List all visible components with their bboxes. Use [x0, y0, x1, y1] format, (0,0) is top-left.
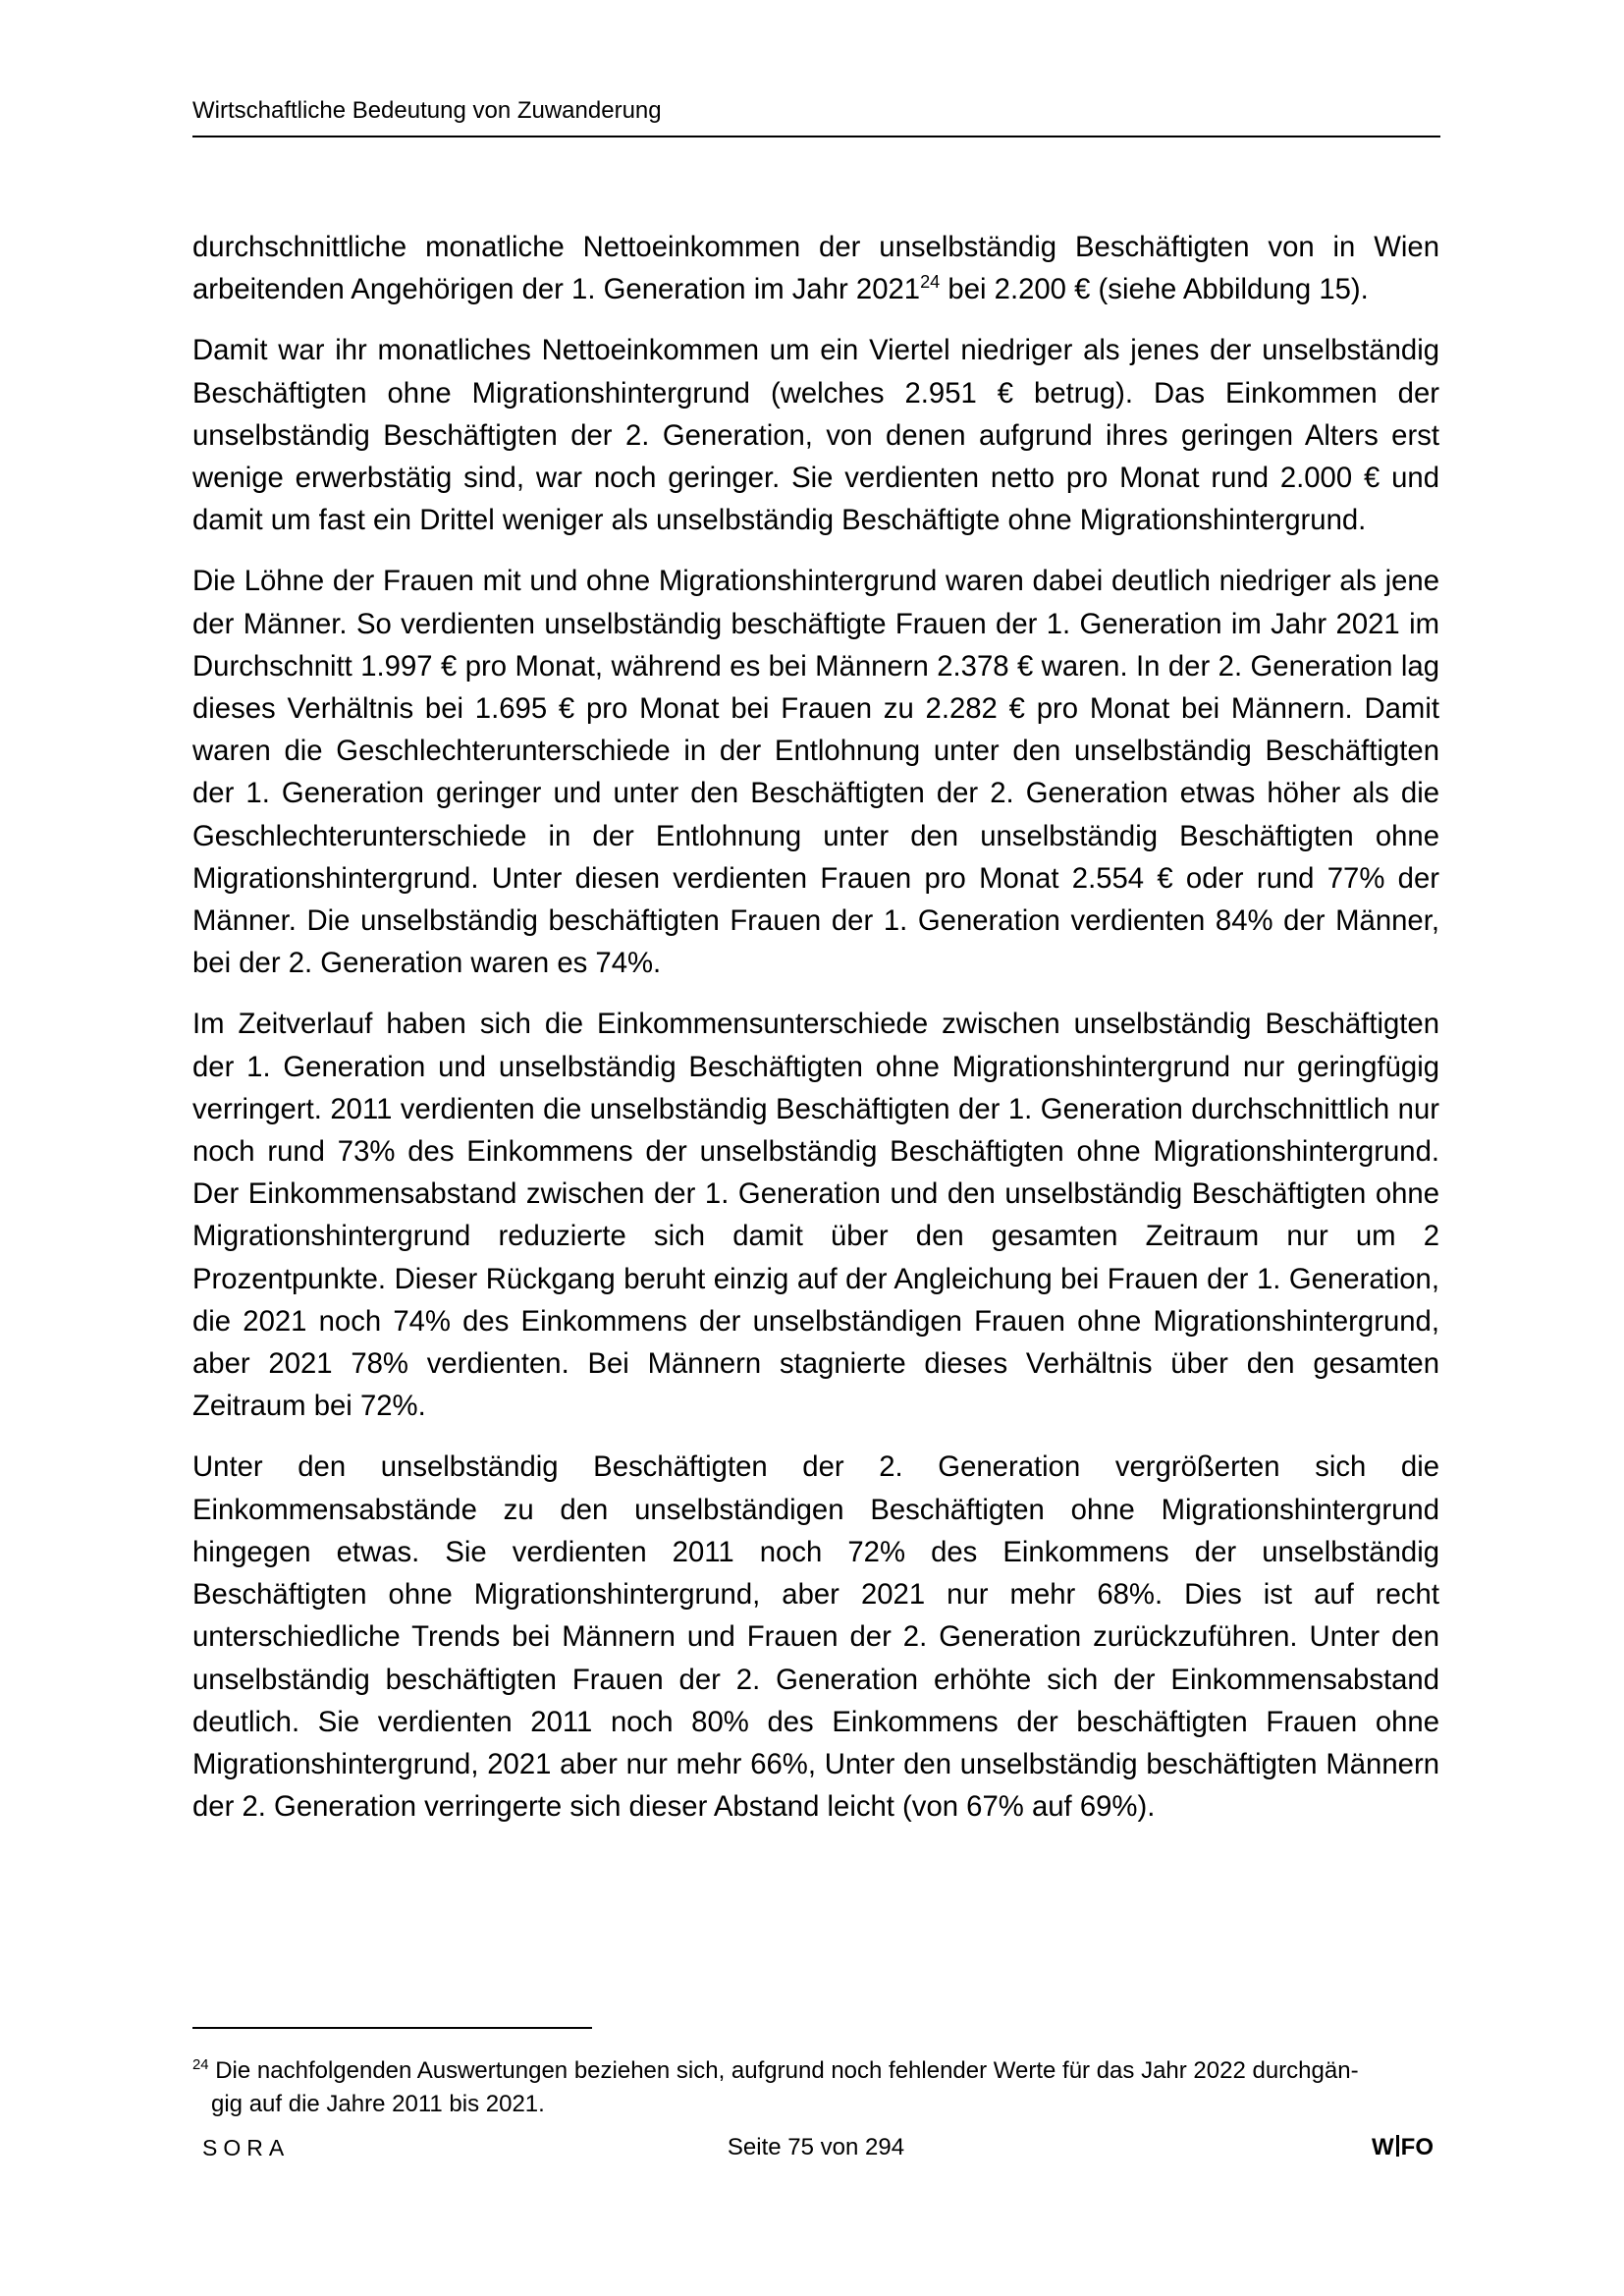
page-number: Seite 75 von 294: [727, 2134, 905, 2160]
running-header: Wirtschaftliche Bedeutung von Zuwanderung: [192, 97, 662, 124]
page-footer: [192, 2131, 1439, 2164]
paragraph-5: Unter den unselbständig Beschäftigten der 2. Generation vergrößerten sich die Einkommensabstände zu den unselbständigen Beschäftigten ohne Migrationshintergrund hingegen etwas. Sie verdienten 2011 noch 72% des Einkommens der unselbständig Beschäftigten ohne Migrationshintergrund, aber 2021 nur mehr 68%. Dies ist auf recht unterschiedliche Trends bei Männern und Frauen der 2. Generation zurückzuführen. Unter den unselbständig beschäftigten Frauen der 2. Generation erhöhte sich der Einkommensabstand deutlich. Sie verdienten 2011 noch 80% des Einkommens der beschäftigten Frauen ohne Migrationshintergrund, 2021 aber nur mehr 66%, Unter den unselbständig beschäftigten Männern der 2. Generation verringerte sich dieser Abstand leicht (von 67% auf 69%).: [192, 1450, 1439, 1824]
footnote-number: 24: [192, 2057, 209, 2073]
footnote-reference[interactable]: 24: [920, 272, 941, 293]
body-text: [192, 226, 1439, 1846]
sora-logo: SORA: [202, 2135, 291, 2160]
paragraph-1-text: durchschnittliche monatliche Nettoeinkommen der unselbständig Beschäftigten von in Wien arbeitenden Angehörigen der 1. Generation im Jahr 2021: [192, 231, 1439, 306]
footnote-divider: [192, 2027, 592, 2029]
wifo-logo: [1372, 2131, 1434, 2164]
footnote: [192, 2054, 1441, 2121]
paragraph-2: Damit war ihr monatliches Nettoeinkommen um ein Viertel niedriger als jenes der unselbständig Beschäftigten ohne Migrationshintergrund (welches 2.951 € betrug). Das Einkommen der unselbständig Beschäftigten der 2. Generation, von denen aufgrund ihres geringen Alters erst wenige erwerbstätig sind, war noch geringer. Sie verdienten netto pro Monat rund 2.000 € und damit um fast ein Drittel weniger als unselbständig Beschäftigte ohne Migrationshintergrund.: [192, 334, 1439, 537]
footnote-line-2: gig auf die Jahre 2011 bis 2021.: [211, 2091, 545, 2117]
footnote-text: Die nachfolgenden Auswertungen beziehen sich, aufgrund noch fehlender Werte für das Jahr 2022 durchgän-: [208, 2057, 1359, 2084]
footnote-line-1: [192, 2054, 1441, 2088]
header-divider: [192, 136, 1440, 137]
paragraph-1-text-end: bei 2.200 € (siehe Abbildung 15).: [940, 273, 1369, 306]
wifo-logo-part-b: FO: [1400, 2134, 1434, 2160]
wifo-logo-part-a: W: [1372, 2134, 1394, 2160]
paragraph-1: [192, 226, 1439, 310]
wifo-logo-bar: [1396, 2135, 1399, 2157]
paragraph-3: Die Löhne der Frauen mit und ohne Migrationshintergrund waren dabei deutlich niedriger als jene der Männer. So verdienten unselbständig beschäftigte Frauen der 1. Generation im Jahr 2021 im Durchschnitt 1.997 € pro Monat, während es bei Männern 2.378 € waren. In der 2. Generation lag dieses Verhältnis bei 1.695 € pro Monat bei Frauen zu 2.282 € pro Monat bei Männern. Damit waren die Geschlechterunterschiede in der Entlohnung unter den unselbständig Beschäftigten der 1. Generation geringer und unter den Beschäftigten der 2. Generation etwas höher als die Geschlechterunterschiede in der Entlohnung unter den unselbständig Beschäftigten ohne Migrationshintergrund. Unter diesen verdienten Frauen pro Monat 2.554 € oder rund 77% der Männer. Die unselbständig beschäftigten Frauen der 1. Generation verdienten 84% der Männer, bei der 2. Generation waren es 74%.: [192, 565, 1439, 980]
paragraph-4: Im Zeitverlauf haben sich die Einkommensunterschiede zwischen unselbständig Beschäftigten der 1. Generation und unselbständig Beschäftigten ohne Migrationshintergrund nur geringfügig verringert. 2011 verdienten die unselbständig Beschäftigten der 1. Generation durchschnittlich nur noch rund 73% des Einkommens der unselbständig Beschäftigten ohne Migrationshintergrund. Der Einkommensabstand zwischen der 1. Generation und den unselbständig Beschäftigten ohne Migrationshintergrund reduzierte sich damit über den gesamten Zeitraum nur um 2 Prozentpunkte. Dieser Rückgang beruht einzig auf der Angleichung bei Frauen der 1. Generation, die 2021 noch 74% des Einkommens der unselbständigen Frauen ohne Migrationshintergrund, aber 2021 78% verdienten. Bei Männern stagnierte dieses Verhältnis über den gesamten Zeitraum bei 72%.: [192, 1008, 1439, 1423]
